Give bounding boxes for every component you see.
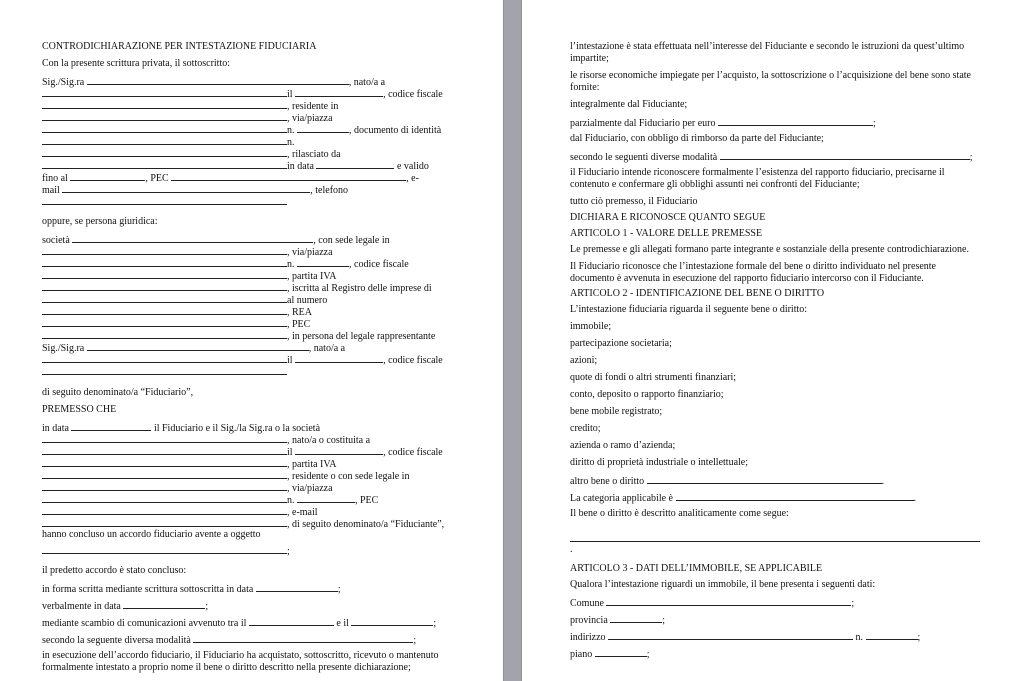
- field-suffix: e valido: [394, 161, 429, 172]
- field-suffix: ;: [413, 635, 417, 646]
- form-line: [42, 281, 483, 293]
- line-text: dal Fiduciario, con obbligo di rimborso da parte del Fiduciante;: [570, 133, 824, 144]
- field-suffix: , e-mail: [287, 507, 318, 518]
- field-label: verbalmente in data: [42, 601, 124, 612]
- line-text: credito;: [570, 423, 601, 434]
- field-label: in forma scritta mediante scrittura sottoscritta in data: [42, 584, 256, 595]
- form-line: [42, 662, 483, 674]
- blank-field[interactable]: [42, 317, 287, 327]
- field-label: parzialmente dal Fiduciario per euro: [570, 118, 718, 129]
- blank-field[interactable]: [718, 116, 873, 126]
- field-label: altro bene o diritto: [570, 476, 647, 487]
- field-label: secondo le seguenti diverse modalità: [570, 152, 720, 163]
- form-line: [570, 338, 1004, 350]
- line-text: azioni;: [570, 355, 598, 366]
- form-line: [570, 304, 1004, 316]
- line-text: documento è avvenuta in esecuzione del rapporto fiduciario intercorso con il Fiduciante.: [570, 273, 924, 284]
- form-line: [570, 630, 1004, 642]
- field-suffix: , iscritta al Registro delle imprese di: [287, 283, 432, 294]
- form-line: [42, 293, 483, 305]
- blank-field[interactable]: [42, 493, 287, 503]
- field-suffix: , codice fiscale: [383, 89, 443, 100]
- form-line: [42, 341, 483, 353]
- form-line: [42, 41, 483, 53]
- field-label: provincia: [570, 615, 611, 626]
- form-line: [570, 389, 1004, 401]
- form-line: [570, 116, 1004, 128]
- line-text: le risorse economiche impiegate per l’acquisto, la sottoscrizione o l’acquisizione del bene sono state: [570, 70, 971, 81]
- form-line: [570, 372, 1004, 384]
- line-text: ARTICOLO 1 - VALORE DELLE PREMESSE: [570, 228, 763, 239]
- form-line: [42, 404, 483, 416]
- form-line: [42, 183, 483, 195]
- blank-field[interactable]: [42, 469, 287, 479]
- blank-field[interactable]: [42, 329, 287, 339]
- form-line: [42, 123, 483, 135]
- line-text: immobile;: [570, 321, 612, 332]
- line-text: Con la presente scrittura privata, il sottoscritto:: [42, 58, 231, 69]
- form-line: [570, 244, 1004, 256]
- blank-field[interactable]: [42, 245, 287, 255]
- form-line: [570, 544, 1004, 556]
- field-suffix: ;: [646, 649, 650, 660]
- form-line: [42, 633, 483, 645]
- field-label: Sig./Sig.ra: [42, 77, 87, 88]
- form-line: [42, 505, 483, 517]
- form-line: [42, 433, 483, 445]
- form-line: [42, 305, 483, 317]
- blank-field[interactable]: [71, 421, 151, 431]
- form-line: [570, 355, 1004, 367]
- field-suffix: , nato/a o costituita a: [287, 435, 371, 446]
- form-line: [42, 457, 483, 469]
- field-suffix: , nato/a a: [308, 343, 346, 354]
- field-suffix: n.: [287, 495, 297, 506]
- form-line: [42, 269, 483, 281]
- field-suffix: il: [287, 355, 296, 366]
- blank-field[interactable]: [249, 616, 334, 626]
- field-suffix: n.: [287, 125, 297, 136]
- blank-field[interactable]: [606, 596, 851, 606]
- form-line: [570, 70, 1004, 82]
- line-text: il predetto accordo è stato concluso:: [42, 565, 187, 576]
- field-suffix: , codice fiscale: [349, 259, 409, 270]
- blank-field[interactable]: [570, 532, 980, 542]
- line-text: DICHIARA E RICONOSCE QUANTO SEGUE: [570, 212, 766, 223]
- line-text: diritto di proprietà industriale o intellettuale;: [570, 457, 749, 468]
- form-line: [42, 245, 483, 257]
- form-line: [42, 616, 483, 628]
- form-line: [570, 563, 1004, 575]
- field-suffix: , in persona del legale rappresentante: [287, 331, 436, 342]
- field-label: piano: [570, 649, 595, 660]
- blank-field[interactable]: [42, 87, 287, 97]
- form-line: [42, 216, 483, 228]
- blank-field[interactable]: [42, 305, 287, 315]
- form-line: [570, 41, 1004, 53]
- form-line: [42, 421, 483, 433]
- form-line: [42, 58, 483, 70]
- form-line: [570, 261, 1004, 273]
- blank-field[interactable]: [608, 630, 853, 640]
- field-label: ;: [917, 632, 921, 643]
- line-text: .: [570, 544, 573, 555]
- line-text: il Fiduciario intende riconoscere formalmente l’esistenza del rapporto fiduciario, precisarne il: [570, 167, 945, 178]
- form-line: [570, 82, 1004, 94]
- form-line: [42, 365, 483, 377]
- field-suffix: n.: [287, 137, 295, 148]
- blank-field[interactable]: [256, 582, 338, 592]
- blank-field[interactable]: [297, 257, 349, 267]
- blank-field[interactable]: [647, 474, 882, 484]
- field-suffix: il: [287, 89, 296, 100]
- form-line: [570, 133, 1004, 145]
- page-gutter: [503, 0, 522, 681]
- field-label: il Fiduciario e il Sig./la Sig.ra o la società: [151, 423, 321, 434]
- field-suffix: .: [913, 493, 916, 504]
- blank-field[interactable]: [42, 257, 287, 267]
- field-label: società: [42, 235, 73, 246]
- field-label: e il: [333, 618, 352, 629]
- field-suffix: al numero: [287, 295, 328, 306]
- form-line: [42, 582, 483, 594]
- field-suffix: , codice fiscale: [383, 447, 443, 458]
- line-text: Le premesse e gli allegati formano parte integrante e sostanziale della presente controdichiarazione.: [570, 244, 969, 255]
- line-text: ARTICOLO 3 - DATI DELL’IMMOBILE, SE APPLICABILE: [570, 563, 823, 574]
- line-text: Qualora l’intestazione riguardi un immobile, il bene presenta i seguenti dati:: [570, 579, 876, 590]
- field-suffix: , codice fiscale: [383, 355, 443, 366]
- left-page: [0, 0, 503, 681]
- field-suffix: , PEC: [287, 319, 311, 330]
- field-suffix: ;: [969, 152, 973, 163]
- blank-field[interactable]: [297, 493, 355, 503]
- form-line: [570, 273, 1004, 285]
- line-text: Il Fiduciario riconosce che l’intestazione formale del bene o diritto individuato nel presente: [570, 261, 936, 272]
- form-line: [570, 474, 1004, 486]
- field-label: La categoria applicabile è: [570, 493, 676, 504]
- form-line: [570, 179, 1004, 191]
- field-suffix: , REA: [287, 307, 312, 318]
- line-text: L’intestazione fiduciaria riguarda il seguente bene o diritto:: [570, 304, 808, 315]
- form-line: [42, 544, 483, 556]
- field-suffix: , nato/a a: [348, 77, 386, 88]
- line-text: l’intestazione è stata effettuata nell’interesse del Fiduciante e secondo le istruzioni da quest’ultimo: [570, 41, 965, 52]
- form-line: [42, 195, 483, 207]
- line-text: formalmente intestato a proprio nome il bene o diritto descritto nella presente dichiarazione;: [42, 662, 411, 673]
- form-line: [570, 150, 1004, 162]
- blank-field[interactable]: [676, 491, 914, 501]
- line-text: di seguito denominato/a “Fiduciario”,: [42, 387, 194, 398]
- form-line: [570, 212, 1004, 224]
- form-line: [42, 233, 483, 245]
- line-text: oppure, se persona giuridica:: [42, 216, 158, 227]
- field-suffix: , partita IVA: [287, 459, 337, 470]
- form-line: [42, 111, 483, 123]
- form-line: [570, 423, 1004, 435]
- blank-field[interactable]: [295, 353, 383, 363]
- form-line: [570, 167, 1004, 179]
- line-text: integralmente dal Fiduciante;: [570, 99, 688, 110]
- form-line: [42, 599, 483, 611]
- line-text: PREMESSO CHE: [42, 404, 117, 415]
- blank-field[interactable]: [42, 123, 287, 133]
- form-line: [570, 491, 1004, 503]
- form-line: [570, 647, 1004, 659]
- form-line: [570, 99, 1004, 111]
- form-line: [42, 469, 483, 481]
- line-text: CONTRODICHIARAZIONE PER INTESTAZIONE FIDUCIARIA: [42, 41, 317, 52]
- blank-field[interactable]: [70, 171, 145, 181]
- blank-field[interactable]: [42, 457, 287, 467]
- form-line: [570, 613, 1004, 625]
- form-line: [42, 493, 483, 505]
- field-label: in data: [42, 423, 72, 434]
- form-line: [42, 135, 483, 147]
- blank-field[interactable]: [123, 599, 205, 609]
- blank-field[interactable]: [42, 159, 287, 169]
- form-line: [570, 457, 1004, 469]
- form-line: [42, 147, 483, 159]
- form-line: [570, 532, 1004, 544]
- blank-field[interactable]: [42, 433, 287, 443]
- blank-field[interactable]: [351, 616, 433, 626]
- field-suffix: , documento di identità: [349, 125, 442, 136]
- line-text: quote di fondi o altri strumenti finanziari;: [570, 372, 737, 383]
- line-text: conto, deposito o rapporto finanziario;: [570, 389, 724, 400]
- line-text: impartite;: [570, 53, 609, 64]
- line-text: Il bene o diritto è descritto analiticamente come segue:: [570, 508, 789, 519]
- blank-field[interactable]: [42, 505, 287, 515]
- blank-field[interactable]: [720, 150, 970, 160]
- blank-field[interactable]: [42, 445, 287, 455]
- field-suffix: in data: [287, 161, 317, 172]
- form-line: [570, 228, 1004, 240]
- form-line: [42, 99, 483, 111]
- blank-field[interactable]: [87, 341, 309, 351]
- field-label: , PEC: [145, 173, 172, 184]
- form-line: [570, 53, 1004, 65]
- field-suffix: ;: [662, 615, 666, 626]
- form-line: [42, 481, 483, 493]
- field-suffix: ;: [873, 118, 876, 129]
- blank-field[interactable]: [72, 233, 313, 243]
- field-suffix: ;: [205, 601, 209, 612]
- field-suffix: il: [287, 447, 296, 458]
- field-suffix: ;: [287, 546, 290, 557]
- field-suffix: , via/piazza: [287, 247, 333, 258]
- line-text: partecipazione societaria;: [570, 338, 672, 349]
- form-line: [42, 87, 483, 99]
- field-suffix: , di seguito denominato/a “Fiduciante”,: [287, 519, 445, 530]
- form-line: [42, 387, 483, 399]
- blank-field[interactable]: [42, 135, 287, 145]
- blank-field[interactable]: [193, 633, 413, 643]
- blank-field[interactable]: [171, 171, 406, 181]
- form-line: [570, 508, 1004, 520]
- form-line: [42, 529, 483, 541]
- form-line: [42, 517, 483, 529]
- form-line: [42, 75, 483, 87]
- field-suffix: ;: [851, 598, 855, 609]
- field-suffix: , via/piazza: [287, 483, 333, 494]
- form-line: [42, 159, 483, 171]
- field-label: mail: [42, 185, 63, 196]
- line-text: in esecuzione dell’accordo fiduciario, il Fiduciario ha acquistato, sottoscritto, ricevuto o mantenuto: [42, 650, 439, 661]
- blank-field[interactable]: [42, 147, 287, 157]
- blank-field[interactable]: [42, 269, 287, 279]
- field-suffix: , via/piazza: [287, 113, 333, 124]
- field-suffix: , con sede legale in: [313, 235, 390, 246]
- form-line: [42, 329, 483, 341]
- blank-field[interactable]: [297, 123, 349, 133]
- blank-field[interactable]: [595, 647, 647, 657]
- field-suffix: ;: [337, 584, 341, 595]
- form-line: [570, 579, 1004, 591]
- field-label: mediante scambio di comunicazioni avvenuto tra il: [42, 618, 249, 629]
- blank-field[interactable]: [316, 159, 394, 169]
- form-line: [42, 445, 483, 457]
- blank-field[interactable]: [42, 111, 287, 121]
- form-line: [570, 288, 1004, 300]
- field-suffix: , residente in: [287, 101, 339, 112]
- field-suffix: n.: [287, 259, 297, 270]
- blank-field[interactable]: [42, 481, 287, 491]
- blank-field[interactable]: [87, 75, 349, 85]
- blank-field[interactable]: [42, 99, 287, 109]
- line-text: ARTICOLO 2 - IDENTIFICAZIONE DEL BENE O DIRITTO: [570, 288, 825, 299]
- form-line: [570, 321, 1004, 333]
- form-line: [42, 171, 483, 183]
- blank-field[interactable]: [42, 293, 287, 303]
- form-line: [42, 565, 483, 577]
- blank-field[interactable]: [42, 365, 287, 375]
- line-text: hanno concluso un accordo fiduciario avente a oggetto: [42, 529, 261, 540]
- blank-field[interactable]: [866, 630, 918, 640]
- form-line: [570, 440, 1004, 452]
- field-label: Sig./Sig.ra: [42, 343, 87, 354]
- blank-field[interactable]: [62, 183, 310, 193]
- line-text: azienda o ramo d’azienda;: [570, 440, 676, 451]
- blank-field[interactable]: [42, 353, 287, 363]
- field-label: , telefono: [310, 185, 349, 196]
- line-text: tutto ciò premesso, il Fiduciario: [570, 196, 698, 207]
- right-page: [522, 0, 1024, 681]
- form-line: [42, 257, 483, 269]
- blank-field[interactable]: [42, 544, 287, 554]
- field-label: Comune: [570, 598, 607, 609]
- field-suffix: , partita IVA: [287, 271, 337, 282]
- blank-field[interactable]: [42, 195, 287, 205]
- form-line: [42, 650, 483, 662]
- field-label: secondo la seguente diversa modalità: [42, 635, 194, 646]
- blank-field[interactable]: [42, 281, 287, 291]
- form-line: [42, 353, 483, 365]
- line-text: bene mobile registrato;: [570, 406, 663, 417]
- blank-field[interactable]: [295, 87, 383, 97]
- blank-field[interactable]: [610, 613, 662, 623]
- line-text: fornite:: [570, 82, 600, 93]
- field-label: n.: [853, 632, 866, 643]
- form-line: [570, 596, 1004, 608]
- blank-field[interactable]: [295, 445, 383, 455]
- form-line: [42, 317, 483, 329]
- field-suffix: .: [881, 476, 885, 487]
- form-line: [570, 196, 1004, 208]
- field-suffix: , rilasciato da: [287, 149, 341, 160]
- blank-field[interactable]: [42, 517, 287, 527]
- field-label: fino al: [42, 173, 71, 184]
- field-label: indirizzo: [570, 632, 609, 643]
- line-text: contenuto e confermare gli obblighi assunti nei confronti del Fiduciante;: [570, 179, 860, 190]
- field-label: , e-: [406, 173, 419, 184]
- field-suffix: , residente o con sede legale in: [287, 471, 410, 482]
- form-line: [570, 406, 1004, 418]
- field-label: ;: [433, 618, 437, 629]
- field-suffix: , PEC: [355, 495, 379, 506]
